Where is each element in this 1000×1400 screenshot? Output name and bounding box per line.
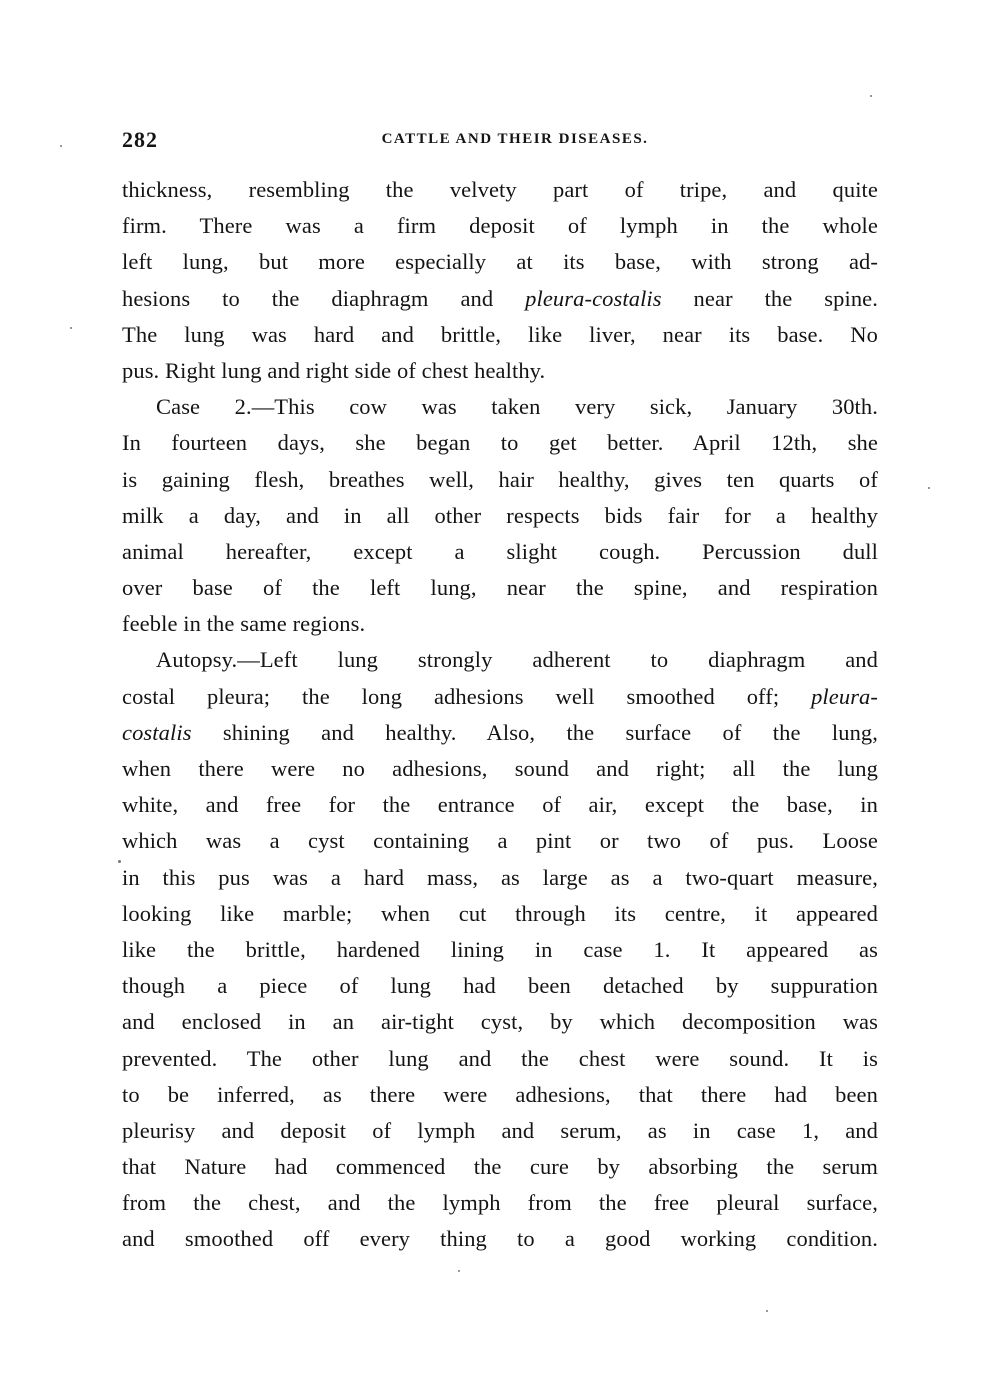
text-line: animal hereafter, except a slight cough. Percussion dull [122,538,878,564]
text-line: when there were no adhesions, sound and right; all the lung [122,756,878,781]
italic-term: pleura- [811,683,878,709]
text-line: costal pleura; the long adhesions well smoothed off; pleura- [122,683,878,709]
italic-term: pleura-costalis [525,285,662,311]
text-line: in this pus was a hard mass, as large as a two-quart measure, [122,864,878,890]
body-text [122,172,878,1258]
text-line: Autopsy.—Left lung strongly adherent to diaphragm and [156,647,878,673]
text-line: pus. Right lung and right side of chest healthy. [122,357,546,383]
text-line: white, and free for the entrance of air, except the base, in [122,792,878,818]
scan-speck [60,145,62,147]
scan-speck [118,860,121,863]
scan-speck [766,1310,768,1312]
running-title: CATTLE AND THEIR DISEASES. [381,131,649,147]
page-number: 282 [122,127,158,152]
text-line: firm. There was a firm deposit of lymph in the whole [122,213,878,239]
text-line: to be inferred, as there were adhesions, that there had been [122,1081,878,1107]
page-header [122,127,878,161]
text-line: that Nature had commenced the cure by absorbing the serum [122,1154,878,1180]
scan-speck [928,487,930,489]
text-line: prevented. The other lung and the chest were sound. It is [122,1045,878,1071]
text-line: left lung, but more especially at its base, with strong ad- [122,249,878,275]
text-line: The lung was hard and brittle, like liver, near its base. No [122,321,878,347]
text-line: thickness, resembling the velvety part of tripe, and quite [122,177,878,202]
text-line: and enclosed in an air-tight cyst, by which decomposition was [122,1009,878,1035]
text-line: from the chest, and the lymph from the free pleural surface, [122,1190,878,1216]
italic-term: costalis [122,719,192,745]
text-line: and smoothed off every thing to a good working condition. [122,1226,878,1252]
text-line: feeble in the same regions. [122,611,366,637]
text-line: hesions to the diaphragm and pleura-costalis near the spine. [122,285,878,311]
text-line: is gaining flesh, breathes well, hair healthy, gives ten quarts of [122,466,878,492]
text-line: over base of the left lung, near the spine, and respiration [122,575,878,601]
text-line: pleurisy and deposit of lymph and serum, as in case 1, and [122,1117,878,1143]
text-line: costalis shining and healthy. Also, the surface of the lung, [122,719,878,745]
scan-speck [870,95,872,97]
text-line: like the brittle, hardened lining in case 1. It appeared as [122,936,878,962]
text-line: milk a day, and in all other respects bids fair for a healthy [122,502,878,528]
scan-speck [458,1270,460,1272]
text-line: which was a cyst containing a pint or two of pus. Loose [122,828,878,854]
text-line: In fourteen days, she began to get better. April 12th, she [122,430,878,456]
text-line: though a piece of lung had been detached by suppuration [122,973,878,999]
text-line: looking like marble; when cut through its centre, it appeared [122,900,878,926]
text-line: Case 2.—This cow was taken very sick, January 30th. [156,394,878,420]
scan-speck [70,327,72,329]
